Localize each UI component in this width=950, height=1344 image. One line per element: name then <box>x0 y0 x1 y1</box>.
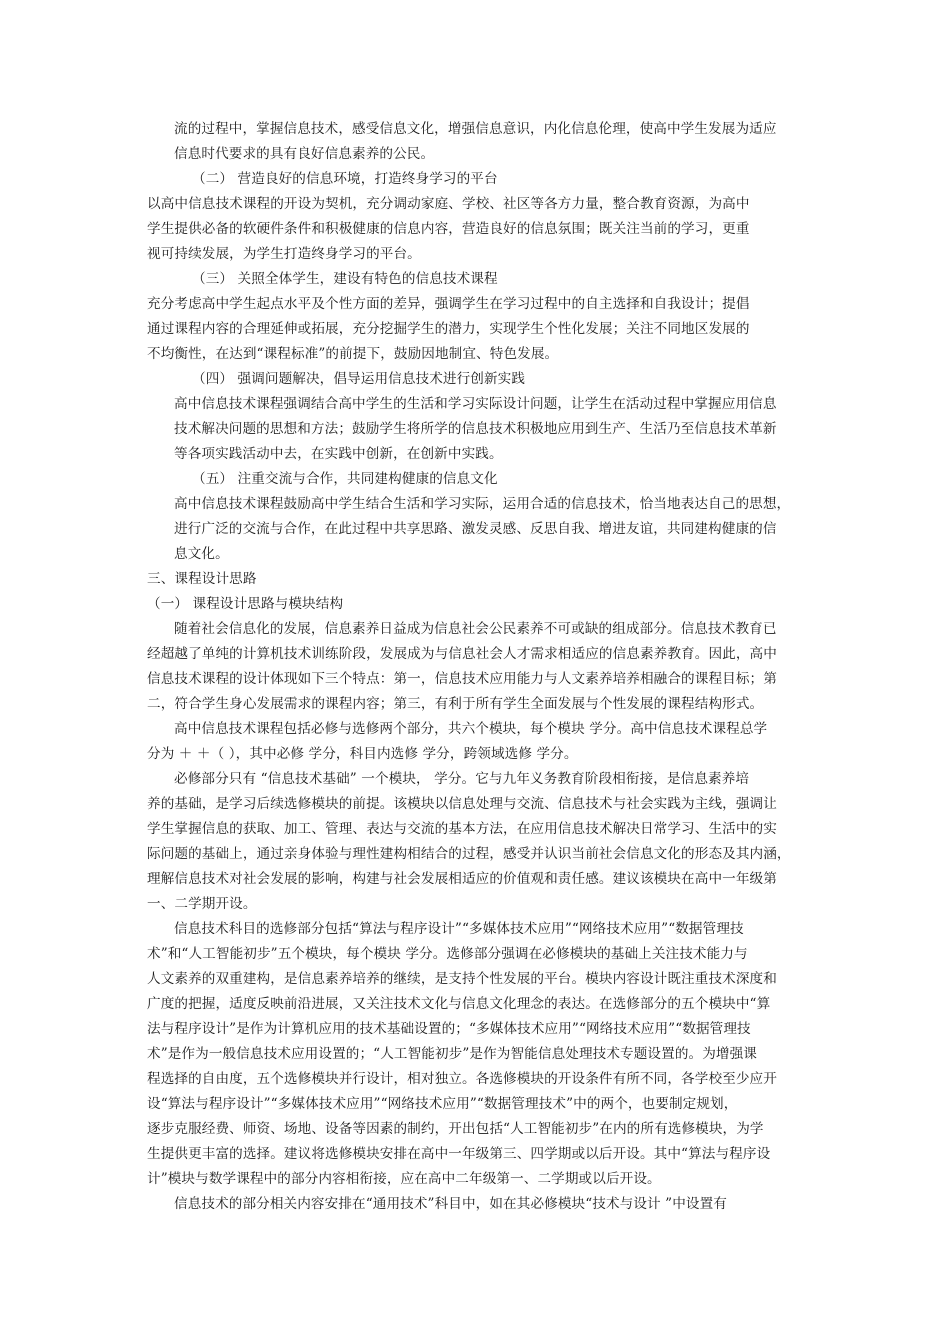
text-line: 信息时代要求的具有良好信息素养的公民。 <box>174 146 435 162</box>
text-line: 理解信息技术对社会发展的影响，构建与社会发展相适应的价值观和责任感。建议该模块在高中一年级第 <box>147 871 777 887</box>
text-line: 学生提供必备的软硬件条件和积极健康的信息内容，营造良好的信息氛围；既关注当前的学习，更重 <box>147 221 750 237</box>
text-line: 随着社会信息化的发展，信息素养日益成为信息社会公民素养不可或缺的组成部分。信息技术教育已 <box>174 621 777 637</box>
text-line: 一、二学期开设。 <box>147 896 257 912</box>
text-line: 视可持续发展，为学生打造终身学习的平台。 <box>147 246 421 262</box>
text-line: 高中信息技术课程强调结合高中学生的生活和学习实际设计问题，让学生在活动过程中掌握应用信息 <box>174 396 777 412</box>
text-line: 术”是作为一般信息技术应用设置的；“人工智能初步”是作为智能信息处理技术专题设置的。为增强课 <box>147 1046 757 1062</box>
text-line: 法与程序设计”是作为计算机应用的技术基础设置的；“多媒体技术应用”“网络技术应用”“数据管理技 <box>147 1021 751 1037</box>
text-line: 充分考虑高中学生起点水平及个性方面的差异，强调学生在学习过程中的自主选择和自我设计；提倡 <box>147 296 750 312</box>
text-line: 学生掌握信息的获取、加工、管理、表达与交流的基本方法，在应用信息技术解决日常学习、生活中的实 <box>147 821 777 837</box>
text-line: 计”模块与数学课程中的部分内容相衔接，应在高中二年级第一、二学期或以后开设。 <box>147 1171 661 1187</box>
subheading: （一） 课程设计思路与模块结构 <box>147 596 344 612</box>
subheading: （二） 营造良好的信息环境，打造终身学习的平台 <box>192 171 498 187</box>
text-line: 二，符合学生身心发展需求的课程内容；第三，有利于所有学生全面发展与个性发展的课程结构形式。 <box>147 696 764 712</box>
text-line: 际问题的基础上，通过亲身体验与理性建构相结合的过程，感受并认识当前社会信息文化的形态及其内涵， <box>147 846 791 862</box>
text-line: 等各项实践活动中去，在实践中创新，在创新中实践。 <box>174 446 503 462</box>
text-line: 经超越了单纯的计算机技术训练阶段，发展成为与信息社会人才需求相适应的信息素养教育。因此，高中 <box>147 646 777 662</box>
text-line: 不均衡性，在达到“课程标准”的前提下，鼓励因地制宜、特色发展。 <box>147 346 559 362</box>
text-line: 人文素养的双重建构，是信息素养培养的继续，是支持个性发展的平台。模块内容设计既注重技术深度和 <box>147 971 777 987</box>
subheading: （三） 关照全体学生，建设有特色的信息技术课程 <box>192 271 498 287</box>
text-line: 流的过程中，掌握信息技术，感受信息文化，增强信息意识，内化信息伦理，使高中学生发展为适应 <box>174 121 777 137</box>
text-line: 分为 ＋ ＋（ ），其中必修 学分，科目内选修 学分，跨领域选修 学分。 <box>147 746 578 762</box>
text-line: 高中信息技术课程包括必修与选修两个部分，共六个模块，每个模块 学分。高中信息技术课程总学 <box>174 721 768 737</box>
text-line: 技术解决问题的思想和方法；鼓励学生将所学的信息技术积极地应用到生产、生活乃至信息技术革新 <box>174 421 777 437</box>
text-line: 通过课程内容的合理延伸或拓展，充分挖掘学生的潜力，实现学生个性化发展；关注不同地区发展的 <box>147 321 750 337</box>
text-line: 信息技术科目的选修部分包括“算法与程序设计”“多媒体技术应用”“网络技术应用”“数据管理技 <box>174 921 744 937</box>
text-line: 设“算法与程序设计”“多媒体技术应用”“网络技术应用”“数据管理技术”中的两个，也要制定规划， <box>147 1096 738 1112</box>
text-line: 程选择的自由度，五个选修模块并行设计，相对独立。各选修模块的开设条件有所不同，各学校至少应开 <box>147 1071 777 1087</box>
text-line: 生提供更丰富的选择。建议将选修模块安排在高中一年级第三、四学期或以后开设。其中“算法与程序设 <box>147 1146 771 1162</box>
text-line: 逐步克服经费、师资、场地、设备等因素的制约，开出包括“人工智能初步”在内的所有选修模块，为学 <box>147 1121 764 1137</box>
text-line: 信息技术的部分相关内容安排在“通用技术”科目中，如在其必修模块“技术与设计 ”中设置有 <box>174 1196 727 1212</box>
text-line: 广度的把握，适度反映前沿进展，又关注技术文化与信息文化理念的表达。在选修部分的五个模块中“算 <box>147 996 771 1012</box>
text-line: 术”和“人工智能初步”五个模块，每个模块 学分。选修部分强调在必修模块的基础上关注技术能力与 <box>147 946 748 962</box>
text-line: 高中信息技术课程鼓励高中学生结合生活和学习实际，运用合适的信息技术，恰当地表达自己的思想， <box>174 496 791 512</box>
text-line: 信息技术课程的设计体现如下三个特点：第一，信息技术应用能力与人文素养培养相融合的课程目标；第 <box>147 671 777 687</box>
text-line: 以高中信息技术课程的开设为契机，充分调动家庭、学校、社区等各方力量，整合教育资源，为高中 <box>147 196 750 212</box>
subheading: （五） 注重交流与合作，共同建构健康的信息文化 <box>192 471 498 487</box>
text-line: 养的基础，是学习后续选修模块的前提。该模块以信息处理与交流、信息技术与社会实践为主线，强调让 <box>147 796 777 812</box>
subheading: （四） 强调问题解决，倡导运用信息技术进行创新实践 <box>192 371 526 387</box>
text-line: 息文化。 <box>174 546 229 562</box>
text-line: 进行广泛的交流与合作，在此过程中共享思路、激发灵感、反思自我、增进友谊，共同建构健康的信 <box>174 521 777 537</box>
section-heading: 三、课程设计思路 <box>147 571 257 587</box>
text-line: 必修部分只有 “信息技术基础” 一个模块， 学分。它与九年义务教育阶段相衔接，是信息素养培 <box>174 771 750 787</box>
